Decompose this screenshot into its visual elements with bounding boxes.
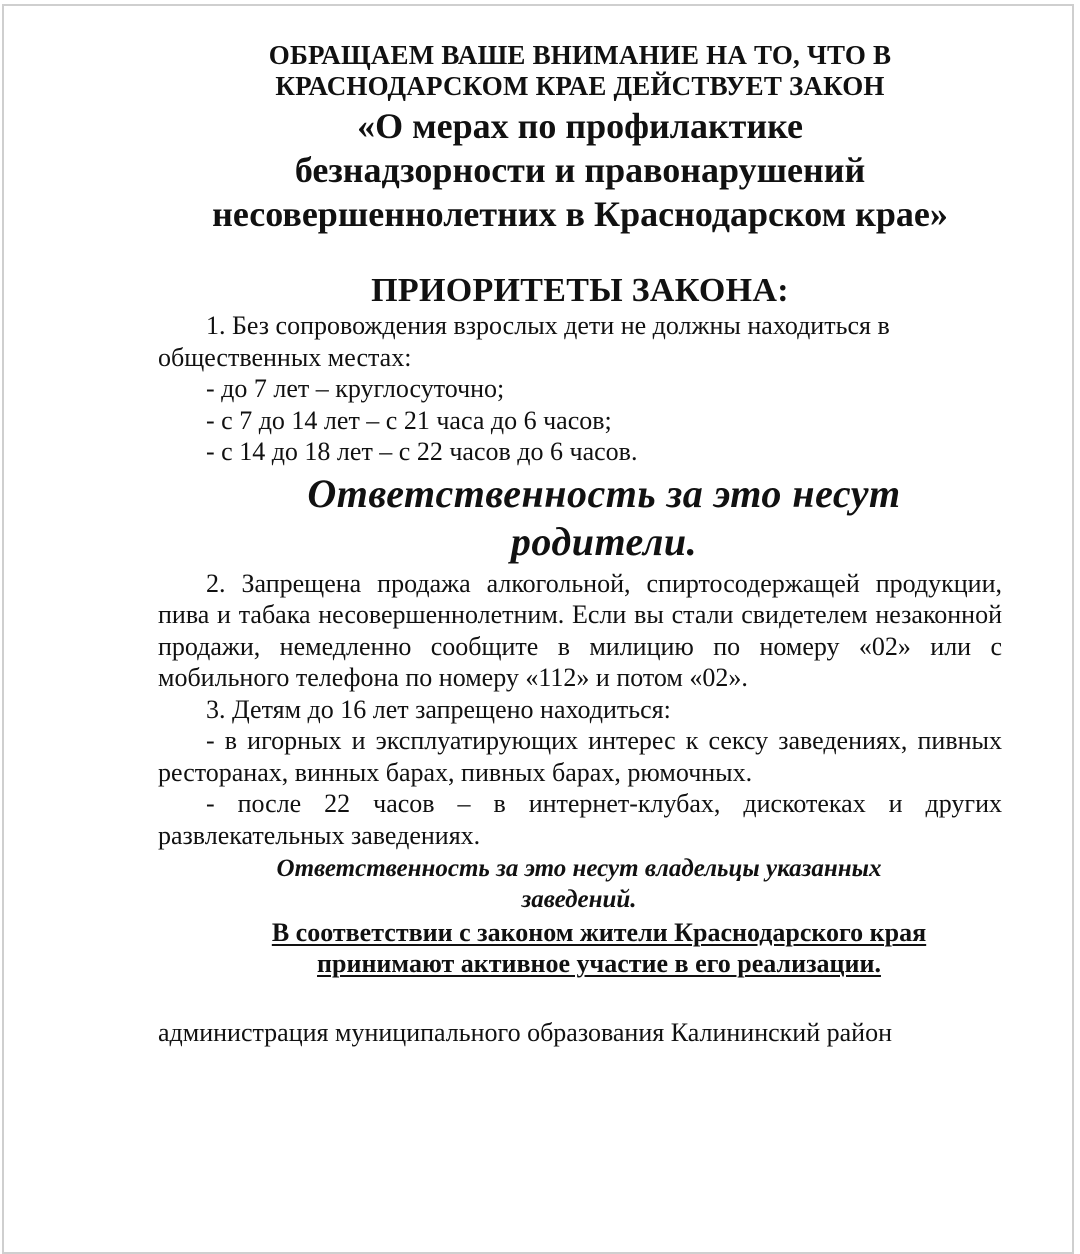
item-1-dash-1: - до 7 лет – круглосуточно; — [206, 374, 505, 403]
item-3-dash-1: - в игорных и эксплуатирующих интерес к сексу заведениях, пивных ресторанах, винных барах, пивных барах, рюмочных. — [158, 726, 1002, 787]
responsibility-parents-line-1: Ответственность за это несут — [307, 470, 901, 516]
citizens-line-2: принимают активное участие в его реализации. — [317, 949, 881, 978]
responsibility-parents — [158, 470, 1002, 566]
notice-line-2: КРАСНОДАРСКОМ КРАЕ ДЕЙСТВУЕТ ЗАКОН — [275, 71, 885, 101]
item-2-text: 2. Запрещена продажа алкогольной, спиртосодержащей продукции, пива и табака несовершеннолетним. Если вы стали свидетелем незаконной продажи, немедленно сообщите в милицию по номеру «02» или с мобильного телефона по номеру «112» и потом «02». — [158, 568, 1002, 692]
signature: администрация муниципального образования Калининский район — [158, 1018, 892, 1047]
item-3-dash-2: - после 22 часов – в интернет-клубах, дискотеках и других развлекательных заведениях. — [158, 789, 1002, 850]
law-title-line-1: «О мерах по профилактике — [357, 106, 803, 146]
item-1-text: 1. Без сопровождения взрослых дети не должны находиться в общественных местах: — [158, 311, 890, 372]
citizens-statement — [158, 917, 1002, 979]
notice-line-1: ОБРАЩАЕМ ВАШЕ ВНИМАНИЕ НА ТО, ЧТО В — [268, 40, 892, 70]
citizens-line-1: В соответствии с законом жители Краснодарского края — [271, 918, 927, 947]
responsibility-owners-line-2: заведений. — [521, 886, 637, 913]
item-1-dash-3: - с 14 до 18 лет – с 22 часов до 6 часов. — [206, 437, 638, 466]
priorities-heading: ПРИОРИТЕТЫ ЗАКОНА: — [371, 272, 789, 309]
item-3-text: 3. Детям до 16 лет запрещено находиться: — [206, 694, 671, 724]
responsibility-owners — [158, 853, 1002, 915]
law-title — [158, 104, 1002, 236]
notice-heading — [158, 40, 1002, 102]
responsibility-owners-line-1: Ответственность за это несут владельцы указанных — [276, 855, 882, 882]
document-content — [158, 40, 1002, 1048]
law-title-line-2: безнадзорности и правонарушений — [294, 150, 866, 190]
item-1-dash-2: - с 7 до 14 лет – с 21 часа до 6 часов; — [206, 405, 612, 435]
responsibility-parents-line-2: родители. — [510, 518, 698, 564]
law-title-line-3: несовершеннолетних в Краснодарском крае» — [212, 194, 948, 234]
